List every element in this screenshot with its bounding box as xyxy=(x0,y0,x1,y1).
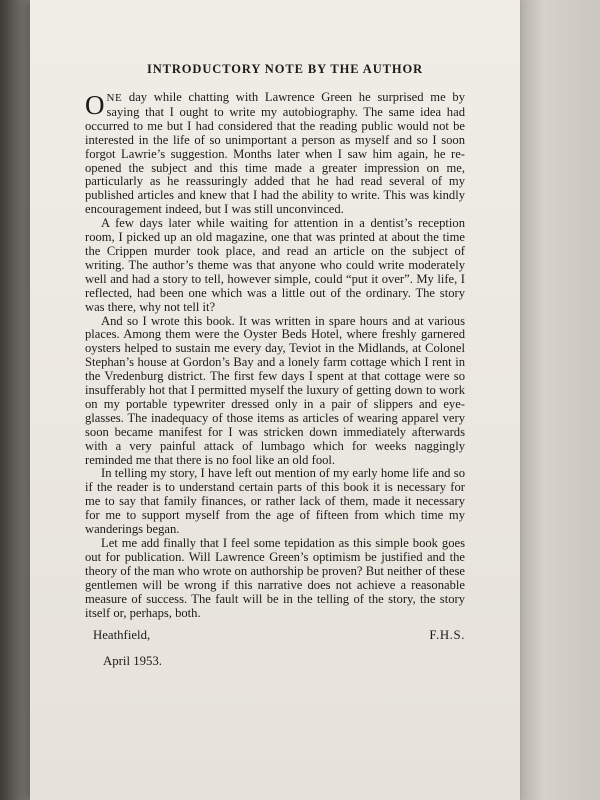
signature-row xyxy=(85,628,465,652)
drop-cap: O xyxy=(85,90,105,120)
paragraph-4: In telling my story, I have left out mention of my early home life and so if the reader is to understand certain parts of this book it is necessary for me to say that family finances, or rather lack of them, made it necessary for me to support myself from the age of fifteen from which time my wanderings began. xyxy=(85,466,465,537)
page-title: INTRODUCTORY NOTE BY THE AUTHOR xyxy=(146,62,424,76)
paragraph-2: A few days later while waiting for attention in a dentist’s reception room, I picked up an old magazine, one that was printed at about the time the Crippen murder took place, and read an article on the subject of writing. The author’s theme was that anyone who could write moderately well and had a story to tell, however simple, could “put it over”. My life, I reflected, had been one which was a little out of the ordinary. The story was there, why not tell it? xyxy=(85,216,465,314)
paragraph-1-text: day while chatting with Lawrence Green he surprised me by saying that I ought to write my autobiography. The same idea had occurred to me but I had considered that the reading public would not be interested in the life of so unimportant a person as myself and so I soon forgot Lawrie’s suggestion. Months later when I saw him again, he re-opened the subject and this time made a greater impression on me, particularly as he reassuringly added that he had read several of my published articles and knew that I had the ability to write. This was kindly encouragement indeed, but I was still unconvinced. xyxy=(85,90,465,217)
paragraph-5: Let me add finally that I feel some tepidation as this simple book goes out for publication. Will Lawrence Green’s optimism be justified and the theory of the man who wrote on authorship be proven? But neither of these gentlemen will be wrong if this narrative does not achieve a reasonable measure of success. The fault will be in the telling of the story, the story itself or, perhaps, both. xyxy=(85,536,465,620)
author-initials: F.H.S. xyxy=(429,628,465,643)
place-name: Heathfield, xyxy=(93,628,151,643)
date-line: April 1953. xyxy=(103,654,163,669)
page-content xyxy=(85,62,465,669)
page-stack-edge xyxy=(520,0,600,800)
paragraph-1 xyxy=(85,91,465,217)
small-caps-opening: NE xyxy=(106,92,123,104)
book-page xyxy=(30,0,520,800)
paragraph-3: And so I wrote this book. It was written in spare hours and at various places. Among them were the Oyster Beds Hotel, where freshly garnered oysters helped to sustain me every day, Teviot in the Midlands, at Colonel Stephan’s house at Gordon’s Bay and a lonely farm cottage which I rent in the Vredenburg district. The first few days I spent at that cottage were so insufferably hot that I permitted myself the luxury of getting down to work on my portable typewriter dressed only in a pair of slippers and eye-glasses. The inadequacy of those items as articles of wearing apparel very soon became manifest for I was stricken down immediately afterwards with a very painful attack of lumbago which for weeks naggingly reminded me that there is no fool like an old fool. xyxy=(85,313,465,467)
